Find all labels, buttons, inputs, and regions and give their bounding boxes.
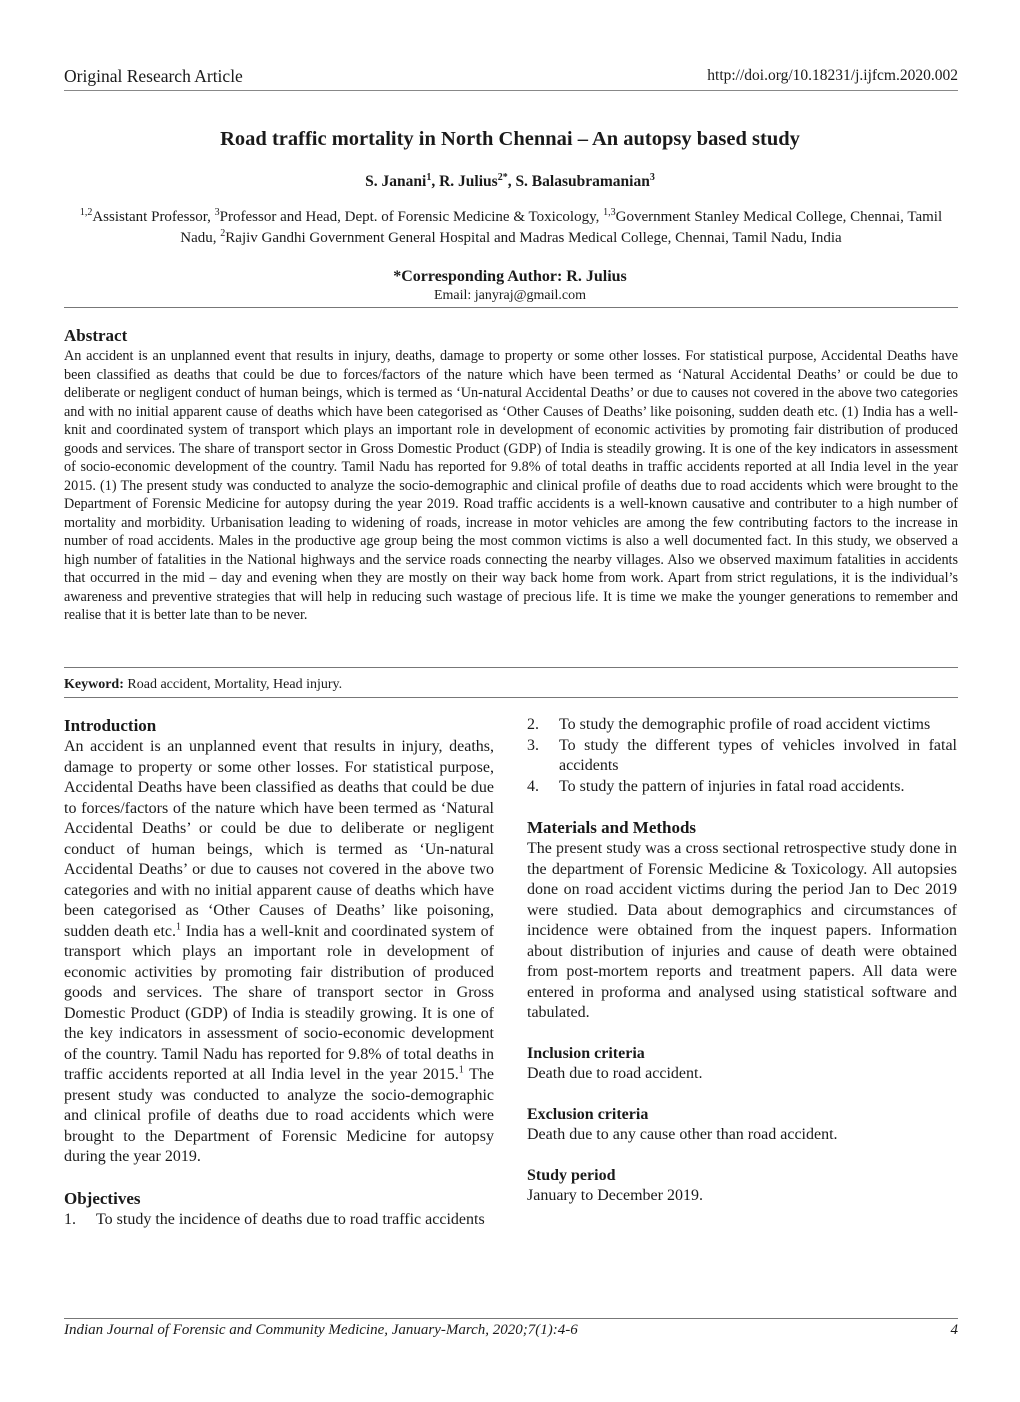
list-text: To study the pattern of injuries in fatal road accidents. [559,777,905,795]
divider [64,307,958,308]
journal-citation: Indian Journal of Forensic and Community Medicine, January-March, 2020;7(1):4-6 [64,1322,578,1338]
introduction-text: An accident is an unplanned event that results in injury, deaths, damage to property or some other losses. For statistical purpose, Accidental Deaths have been classified as deaths that could be due to forces/factors of the nature which have been termed as ‘Natural Accidental Deaths’ or could be due to deliberate or negligent conduct of human beings, which is termed as ‘Un-natural Accidental Deaths’ or due to causes not covered in the above two categories and with no initial apparent cause of deaths which have been categorised as ‘Other Causes of Deaths’ like poisoning, sudden death etc. [64,738,494,940]
affiliation-text: Government Stanley Medical College, Chennai, Tamil Nadu, [180,209,943,246]
study-period-heading: Study period [527,1166,616,1184]
list-text: To study the incidence of deaths due to road traffic accidents [96,1210,485,1228]
reference-mark: 1 [176,921,182,933]
divider [64,697,958,698]
list-number: 3. [527,736,539,754]
corresponding-author: *Corresponding Author: R. Julius [393,268,627,285]
author-name: S. Balasubramanian [515,173,650,190]
doi-link[interactable]: http://doi.org/10.18231/j.ijfcm.2020.002 [707,67,958,84]
keywords [64,677,342,693]
right-column [527,715,957,1207]
author-affiliation-mark: 1 [426,171,432,183]
author-affiliation-mark: 2* [497,171,508,183]
methods-heading: Materials and Methods [527,818,697,837]
left-column [64,715,494,1230]
list-item [527,777,957,798]
affiliation-text: Assistant Professor, [92,209,215,225]
list-text: To study the demographic profile of road accident victims [559,716,931,733]
article-title: Road traffic mortality in North Chennai – An autopsy based study [220,128,800,150]
inclusion-heading: Inclusion criteria [527,1044,645,1062]
list-number: 2. [527,716,539,733]
author-name: R. Julius [439,173,498,190]
study-period-text: January to December 2019. [527,1187,703,1204]
methods-body: The present study was a cross sectional retrospective study done in the department of Forensic Medicine & Toxicology. All autopsies done on road accident victims during the period Jan to Dec 2019 were studied. Data about demographics and circumstances of incidence were obtained from the inquest papers. Information about distribution of injuries and cause of death were obtained from post-mortem reports and treatment papers. All data were entered in proforma and analysed using statistical software and tabulated. [527,840,957,1021]
author-affiliation-mark: 3 [649,171,655,183]
introduction-body [64,737,494,1168]
affiliation-text: Rajiv Gandhi Government General Hospital and Madras Medical College, Chennai, Tamil Nadu, India [225,230,842,246]
introduction-text: The present study was conducted to analyze the socio-demographic and clinical profile of deaths due to road accidents which were brought to the Department of Forensic Medicine for autopsy during the year 2019. [64,1066,494,1165]
list-item [527,736,957,777]
corresponding-email[interactable]: Email: janyraj@gmail.com [433,288,587,303]
author-list: S. Janani$^1$, R. Julius$^{2*}$, S. Balasubramanian$^3$ [365,171,655,190]
introduction-heading: Introduction [64,716,157,735]
affiliation-text: Professor and Head, Dept. of Forensic Medicine & Toxicology, [219,209,604,225]
inclusion-text: Death due to road accident. [527,1065,703,1082]
article-type-label: Original Research Article [64,66,243,86]
abstract-body: An accident is an unplanned event that results in injury, deaths, damage to property or some other losses. For statistical purpose, Accidental Deaths have been classified as deaths that could be due to forces/factors of the nature which have been termed as ‘Natural Accidental Deaths’ or could be due to deliberate or negligent conduct of human beings, which is termed as ‘Un-natural Accidental Deaths’ or due to causes not covered in the above two categories and with no initial apparent cause of deaths which have been categorised as ‘Other Causes of Deaths’ like poisoning, sudden death etc. (1) India has a well-knit and coordinated system of transport which plays an important role in development of economic activities by promoting fair distribution of produced goods and services. The share of transport sector in Gross Domestic Product (GDP) of India is steadily growing. It is one of the key indicators in assessment of socio-economic development of the country. Tamil Nadu has reported for 9.8% of total deaths in traffic accidents reported at all India level in the year 2015. (1) The present study was conducted to analyze the socio-demographic and clinical profile of deaths due to road accidents which were brought to the Department of Forensic Medicine for autopsy during the year 2019. Road traffic accidents is a well-known causative and contributer to a high number of mortality and morbidity. Urbanisation leading to widening of roads, increase in motor vehicles are among the few contributing factors to the increase in number of road accidents. Males in the productive age group being the most common victims is also a well documented fact. In this study, we observed a high number of fatalities in the National highways and the service roads connecting the nearby villages. Also we observed maximum fatalities in accidents that occurred in the mid – day and evening when they are mostly on their way back home from work. Apart from strict regulations, it is the individual’s awareness and preventive strategies that will help in reducing such wastage of precious life. It is time we make the younger generations to remember and realise that it is better late than to be never. [64,348,958,623]
exclusion-heading: Exclusion criteria [527,1105,649,1123]
list-number: 1. [64,1210,76,1228]
footer-divider [64,1318,958,1319]
divider [64,667,958,668]
list-text: To study the different types of vehicles involved in fatal accidents [559,736,957,774]
abstract-heading: Abstract [64,326,128,345]
list-number: 4. [527,777,539,795]
affiliation-mark: 1,2 [79,207,93,218]
page-number: 4 [950,1322,958,1338]
list-item [527,715,957,736]
affiliation-mark: 3 [214,207,220,218]
exclusion-text: Death due to any cause other than road accident. [527,1126,838,1143]
reference-mark: 1 [458,1064,464,1076]
keywords-text: Road accident, Mortality, Head injury. [123,677,343,692]
author-name: S. Janani [365,173,427,190]
introduction-text: India has a well-knit and coordinated system of transport which plays an important role in development of economic activities by promoting fair distribution of produced goods and services. The share of transport sector in Gross Domestic Product (GDP) of India is steadily growing. It is one of the key indicators in assessment of socio-economic development of the country. Tamil Nadu has reported for 9.8% of total deaths in traffic accidents reported at all India level in the year 2015. [64,922,495,1083]
affiliations [64,207,958,249]
running-header [64,66,958,91]
affiliation-mark: 1,3 [603,207,616,218]
keywords-label: Keyword: [64,677,124,692]
affiliation-mark: 2 [220,228,226,239]
list-item [64,1210,494,1231]
objectives-heading: Objectives [64,1188,141,1208]
